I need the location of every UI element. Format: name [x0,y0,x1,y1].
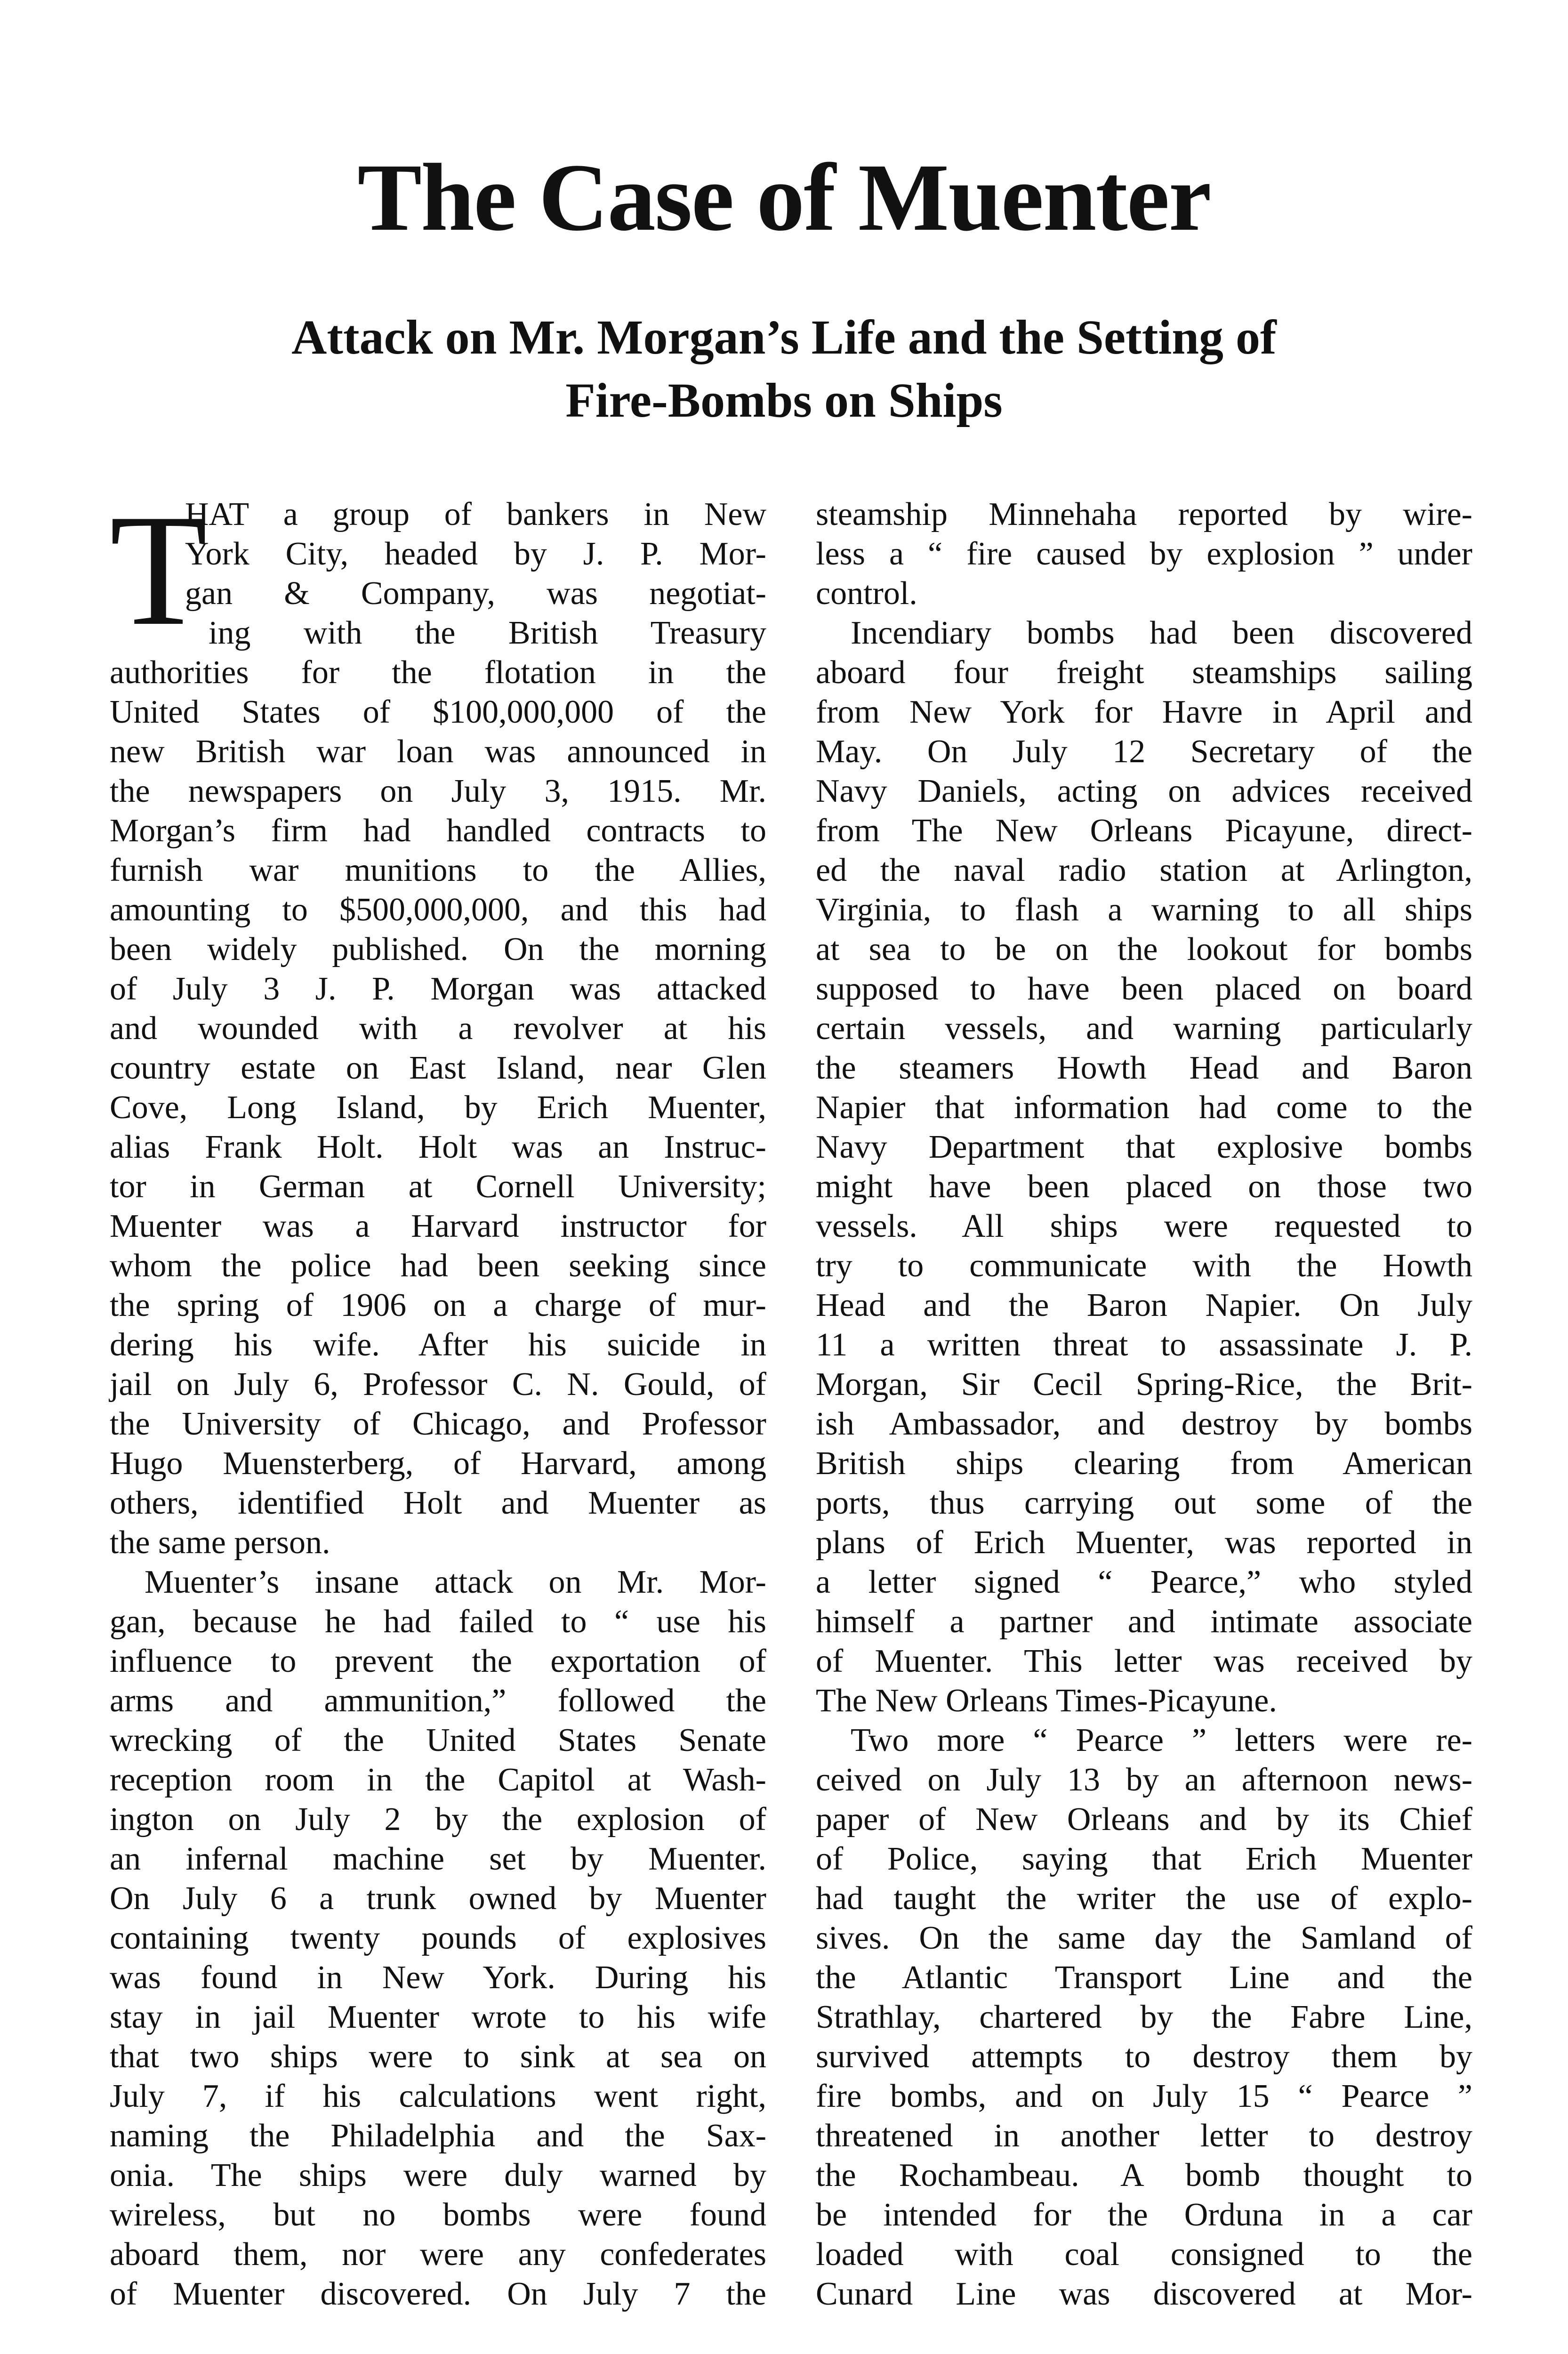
text-line: Incendiary bombs had been discovered [851,615,1472,651]
text-line: Navy Department that explosive bombs [816,1129,1472,1165]
text-line: whom the police had been seeking since [110,1248,766,1284]
text-line: and wounded with a revolver at his [110,1010,766,1047]
text-line: sives. On the same day the Samland of [816,1920,1472,1956]
text-line: vessels. All ships were requested to [816,1208,1472,1244]
text-line: country estate on East Island, near Glen [110,1050,766,1086]
text-line: control. [816,575,917,612]
text-line: gan & Company, was negotiat- [185,575,766,612]
drop-cap: T [110,481,208,659]
text-line: plans of Erich Muenter, was reported in [816,1524,1472,1561]
text-line: alias Frank Holt. Holt was an Instruc- [110,1129,766,1165]
text-line: Cunard Line was discovered at Mor- [816,2276,1472,2312]
text-line: the steamers Howth Head and Baron [816,1050,1472,1086]
text-line: Cove, Long Island, by Erich Muenter, [110,1089,766,1126]
paragraph [816,1721,1472,2314]
text-line: naming the Philadelphia and the Sax- [110,2118,766,2154]
text-line: HAT a group of bankers in New [185,496,766,532]
text-line: Two more “ Pearce ” letters were re- [851,1722,1472,1758]
text-line: Muenter was a Harvard instructor for [110,1208,766,1244]
text-line: furnish war munitions to the Allies, [110,852,766,888]
text-line: Navy Daniels, acting on advices received [816,773,1472,809]
text-line: May. On July 12 Secretary of the [816,734,1472,770]
text-line: jail on July 6, Professor C. N. Gould, of [110,1366,766,1403]
text-line: reception room in the Capitol at Wash- [110,1762,766,1798]
text-line: Strathlay, chartered by the Fabre Line, [816,1999,1472,2035]
text-line: The New Orleans Times-Picayune. [816,1683,1277,1719]
text-line: the Rochambeau. A bomb thought to [816,2157,1472,2193]
text-line: of Muenter discovered. On July 7 the [110,2276,766,2312]
text-line: himself a partner and intimate associate [816,1604,1472,1640]
text-line: a letter signed “ Pearce,” who styled [816,1564,1472,1600]
text-line: from The New Orleans Picayune, direct- [816,813,1472,849]
text-line: wireless, but no bombs were found [110,2197,766,2233]
article-subtitle [0,306,1568,432]
text-line: try to communicate with the Howth [816,1248,1472,1284]
text-line: loaded with coal consigned to the [816,2236,1472,2273]
text-line: Morgan’s firm had handled contracts to [110,813,766,849]
text-line: that two ships were to sink at sea on [110,2039,766,2075]
text-line: at sea to be on the lookout for bombs [816,931,1472,967]
paragraph [816,495,1472,613]
text-line: ed the naval radio station at Arlington, [816,852,1472,888]
text-line: ington on July 2 by the explosion of [110,1801,766,1838]
text-line: was found in New York. During his [110,1959,766,1996]
text-line: threatened in another letter to destroy [816,2118,1472,2154]
text-line: the same person. [110,1524,330,1561]
text-line: certain vessels, and warning particularly [816,1010,1472,1047]
text-line: Hugo Muensterberg, of Harvard, among [110,1445,766,1482]
subtitle-line: Attack on Mr. Morgan’s Life and the Setting of [291,310,1277,364]
text-line: ports, thus carrying out some of the [816,1485,1472,1521]
text-line: fire bombs, and on July 15 “ Pearce ” [816,2078,1472,2114]
text-line: tor in German at Cornell University; [110,1169,766,1205]
text-line: dering his wife. After his suicide in [110,1327,766,1363]
text-line: amounting to $500,000,000, and this had [110,892,766,928]
text-line: United States of $100,000,000 of the [110,694,766,730]
text-line: survived attempts to destroy them by [816,2039,1472,2075]
paragraph [110,481,766,1563]
text-line: Head and the Baron Napier. On July [816,1287,1472,1323]
text-line: the spring of 1906 on a charge of mur- [110,1287,766,1323]
text-line: new British war loan was announced in [110,734,766,770]
text-line: Muenter’s insane attack on Mr. Mor- [145,1564,766,1600]
text-line: the Atlantic Transport Line and the [816,1959,1472,1996]
text-line: gan, because he had failed to “ use his [110,1604,766,1640]
text-line: Napier that information had come to the [816,1089,1472,1126]
right-column [816,495,1472,2314]
text-line: British ships clearing from American [816,1445,1472,1482]
text-line: July 7, if his calculations went right, [110,2078,766,2114]
text-line: steamship Minnehaha reported by wire- [816,496,1472,532]
text-line: of July 3 J. P. Morgan was attacked [110,971,766,1007]
text-line: ing with the British Treasury [209,615,766,651]
text-line: an infernal machine set by Muenter. [110,1841,766,1877]
text-line: paper of New Orleans and by its Chief [816,1801,1472,1838]
text-line: been widely published. On the morning [110,931,766,967]
text-line: Virginia, to flash a warning to all ships [816,892,1472,928]
article-title: The Case of Muenter [357,144,1211,251]
text-line: the newspapers on July 3, 1915. Mr. [110,773,766,809]
text-line: had taught the writer the use of explo- [816,1880,1472,1917]
text-line: supposed to have been placed on board [816,971,1472,1007]
text-line: onia. The ships were duly warned by [110,2157,766,2193]
text-line: arms and ammunition,” followed the [110,1683,766,1719]
paragraph [110,1563,766,2314]
left-column [110,481,766,2314]
text-line: from New York for Havre in April and [816,694,1472,730]
text-line: aboard four freight steamships sailing [816,654,1472,691]
paragraph [816,613,1472,1721]
article-body [0,481,1568,2314]
text-line: less a “ fire caused by explosion ” under [816,536,1472,572]
text-line: aboard them, nor were any confederates [110,2236,766,2273]
text-line: York City, headed by J. P. Mor- [185,536,766,572]
text-line: the University of Chicago, and Professor [110,1406,766,1442]
text-line: containing twenty pounds of explosives [110,1920,766,1956]
text-line: ish Ambassador, and destroy by bombs [816,1406,1472,1442]
text-line: be intended for the Orduna in a car [816,2197,1472,2233]
text-line: stay in jail Muenter wrote to his wife [110,1999,766,2035]
text-line: influence to prevent the exportation of [110,1643,766,1679]
text-line: wrecking of the United States Senate [110,1722,766,1758]
text-line: On July 6 a trunk owned by Muenter [110,1880,766,1917]
text-line: 11 a written threat to assassinate J. P. [816,1327,1472,1363]
text-line: authorities for the flotation in the [110,654,766,691]
text-line: of Police, saying that Erich Muenter [816,1841,1472,1877]
text-line: ceived on July 13 by an afternoon news- [816,1762,1472,1798]
text-line: might have been placed on those two [816,1169,1472,1205]
text-line: Morgan, Sir Cecil Spring-Rice, the Brit- [816,1366,1472,1403]
text-line: others, identified Holt and Muenter as [110,1485,766,1521]
text-line: of Muenter. This letter was received by [816,1643,1472,1679]
subtitle-line: Fire-Bombs on Ships [565,373,1003,427]
